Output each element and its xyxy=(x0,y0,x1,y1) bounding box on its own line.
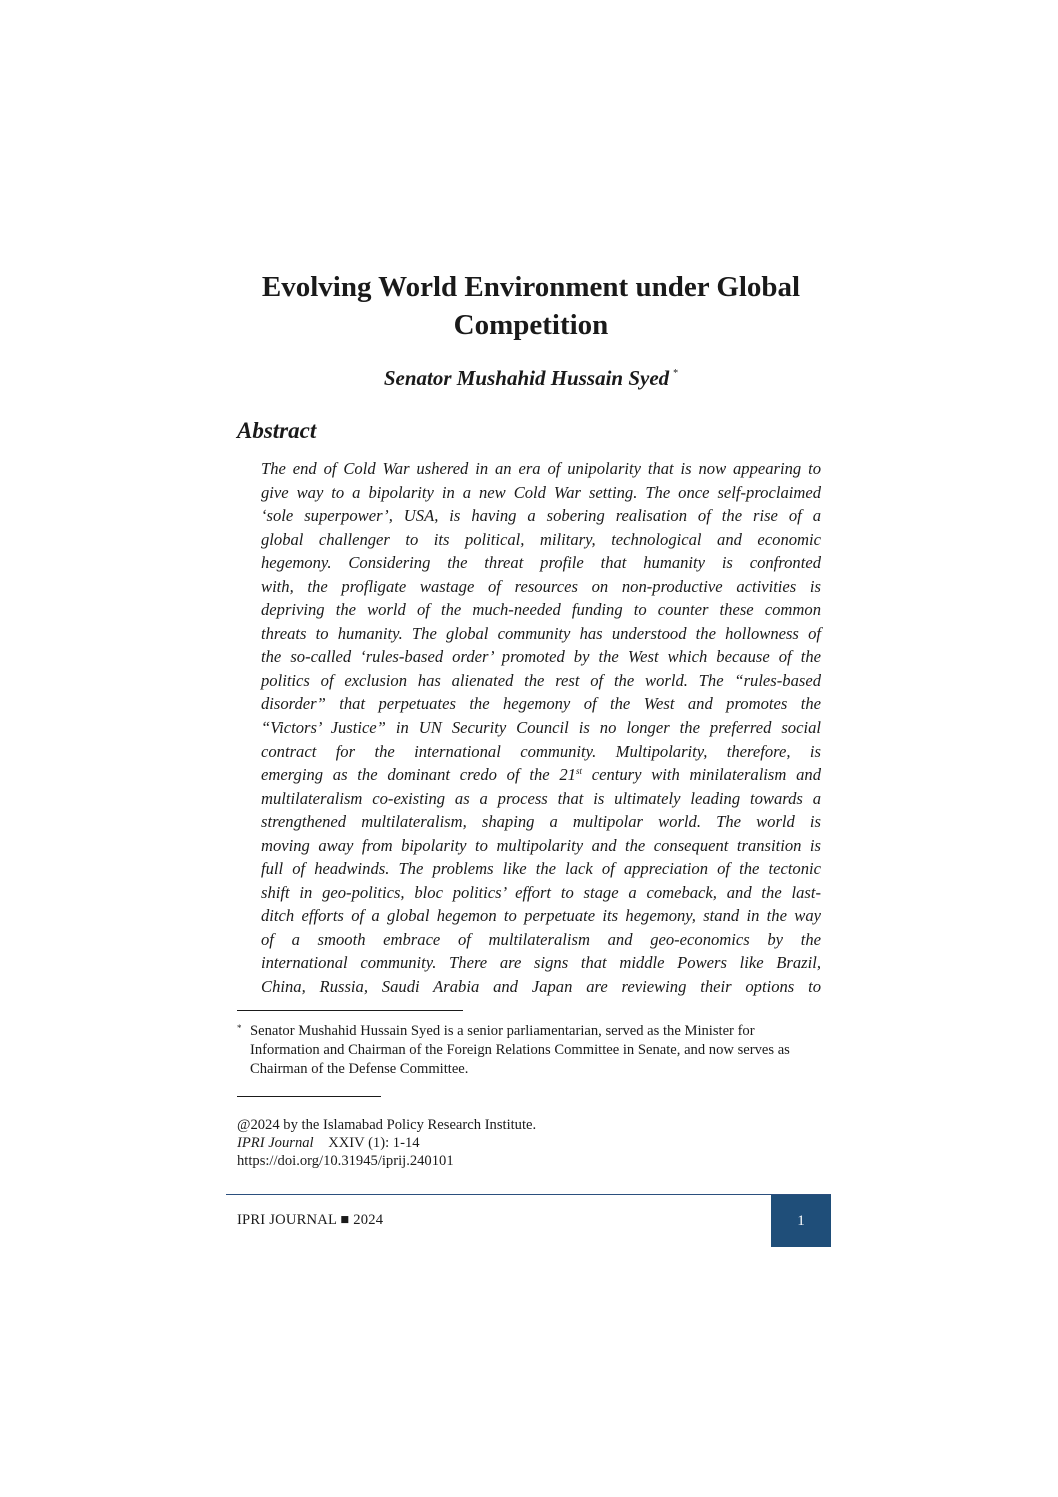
footnote-text: Senator Mushahid Hussain Syed is a senior parliamentarian, served as the Minister for Information and Chairman of the Foreign Relations Committee in Senate, and now serves as Chairman of the Defense Committee. xyxy=(250,1023,790,1077)
abstract-body xyxy=(261,457,821,999)
abstract-line: “Victors’ Justice” in UN Security Council is no longer the preferred social xyxy=(261,718,821,738)
abstract-line: moving away from bipolarity to multipolarity and the consequent transition is xyxy=(261,835,821,855)
abstract-line: multilateralism co-existing as a process that is ultimately leading towards a xyxy=(261,788,821,808)
citation-line xyxy=(237,1134,536,1152)
abstract-line: contract for the international community. Multipolarity, therefore, is xyxy=(261,741,821,761)
abstract-line: depriving the world of the much-needed funding to counter these common xyxy=(261,600,821,620)
footnote-separator xyxy=(237,1010,463,1011)
abstract-line: politics of exclusion has alienated the rest of the world. The “rules-based xyxy=(261,670,821,690)
author-name: Senator Mushahid Hussain Syed xyxy=(383,366,670,390)
abstract-line-part: century with minilateralism and xyxy=(581,765,821,785)
abstract-line: give way to a bipolarity in a new Cold War setting. The once self-proclaimed xyxy=(261,482,821,502)
journal-volume: XXIV (1): 1-14 xyxy=(328,1135,420,1151)
abstract-line: shift in geo-politics, bloc politics’ effort to stage a comeback, and the last- xyxy=(261,882,821,902)
abstract-line: ‘sole superpower’, USA, is having a sobering realisation of the rise of a xyxy=(261,506,821,526)
abstract-line: hegemony. Considering the threat profile that humanity is confronted xyxy=(261,553,821,573)
abstract-line: of a smooth embrace of multilateralism and geo-economics by the xyxy=(261,929,821,949)
abstract-line: with, the profligate wastage of resources on non-productive activities is xyxy=(261,576,821,596)
journal-name: IPRI Journal xyxy=(237,1135,314,1151)
footer-journal-label: IPRI JOURNAL ■ 2024 xyxy=(237,1212,384,1228)
abstract-line: strengthened multilateralism, shaping a multipolar world. The world is xyxy=(261,812,821,832)
copyright-line: @2024 by the Islamabad Policy Research Institute. xyxy=(237,1117,537,1133)
abstract-heading: Abstract xyxy=(237,418,317,443)
abstract-line: disorder” that perpetuates the hegemony of the West and promotes the xyxy=(261,694,821,714)
ordinal-suffix: st xyxy=(575,766,582,777)
abstract-line xyxy=(261,763,821,787)
abstract-line-part: emerging as the dominant credo of the 21 xyxy=(261,765,576,785)
footnote-mark: * xyxy=(237,1023,242,1033)
publication-info xyxy=(237,1116,536,1170)
abstract-line: international community. There are signs that middle Powers like Brazil, xyxy=(261,953,821,973)
publication-separator xyxy=(237,1096,381,1097)
abstract-line: full of headwinds. The problems like the lack of appreciation of the tectonic xyxy=(261,859,821,879)
abstract-line: threats to humanity. The global community has understood the hollowness of xyxy=(261,623,821,643)
abstract-line: China, Russia, Saudi Arabia and Japan are reviewing their options to xyxy=(261,977,821,997)
doi-link[interactable]: https://doi.org/10.31945/iprij.240101 xyxy=(237,1153,454,1169)
page-number-box xyxy=(771,1195,831,1247)
author-footnote xyxy=(237,1022,827,1079)
page-number: 1 xyxy=(797,1212,805,1229)
abstract-line: ditch efforts of a global hegemon to perpetuate its hegemony, stand in the way xyxy=(261,906,821,926)
footer-rule xyxy=(226,1194,831,1195)
author-footnote-mark: * xyxy=(673,368,679,379)
article-author xyxy=(226,366,836,391)
abstract-line: global challenger to its political, military, technological and economic xyxy=(261,529,821,549)
abstract-line: The end of Cold War ushered in an era of unipolarity that is now appearing to xyxy=(261,459,821,478)
article-title: Evolving World Environment under Global Competition xyxy=(261,271,801,341)
abstract-line: the so-called ‘rules-based order’ promoted by the West which because of the xyxy=(261,647,821,667)
